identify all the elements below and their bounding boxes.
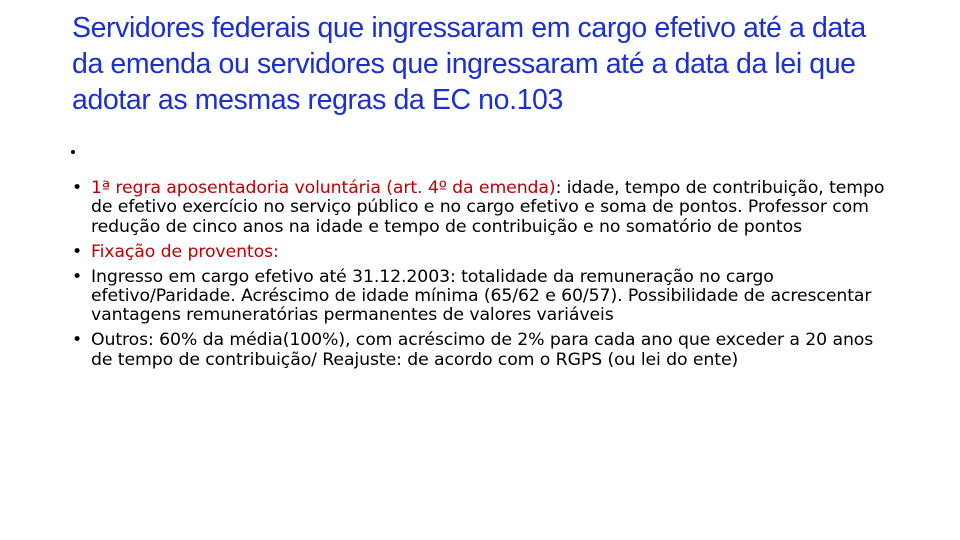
bullet-marker: • <box>72 178 83 198</box>
bullet-text: Ingresso em cargo efetivo até 31.12.2003: totalidade da remuneração no cargo efetivo/Paridade. Acréscimo de idade mínima (65/62 e 60/57). Possibilidade de acrescentar vantagens remuneratórias permanentes de valores variáveis <box>91 266 872 326</box>
bullet-highlight: 1ª regra aposentadoria voluntária (art. 4º da emenda) <box>91 178 556 198</box>
bullet-item-voluntary-retirement <box>72 179 892 237</box>
bullet-highlight: Fixação de proventos: <box>91 241 279 262</box>
bullet-item-outros <box>72 331 892 370</box>
bullet-marker: • <box>72 266 83 287</box>
bullet-list <box>72 179 892 376</box>
title-bullet-dot <box>71 150 75 154</box>
bullet-item-proventos <box>72 243 892 262</box>
slide-title: Servidores federais que ingressaram em cargo efetivo até a data da emenda ou servidores que ingressaram até a data da lei que adotar as mesmas regras da EC no.103 <box>72 12 866 116</box>
bullet-marker: • <box>72 241 83 262</box>
bullet-item-ingresso-2003 <box>72 268 892 326</box>
bullet-text: Outros: 60% da média(100%), com acréscimo de 2% para cada ano que exceder a 20 anos de tempo de contribuição/ Reajuste: de acordo com o RGPS (ou lei do ente) <box>91 330 874 370</box>
bullet-marker: • <box>72 330 83 351</box>
bullet-text: : idade, tempo de contribuição, tempo de efetivo exercício no serviço público e no cargo efetivo e soma de pontos. Professor com redução de cinco anos na idade e tempo de contribuição e no somatório de pontos <box>91 178 885 237</box>
